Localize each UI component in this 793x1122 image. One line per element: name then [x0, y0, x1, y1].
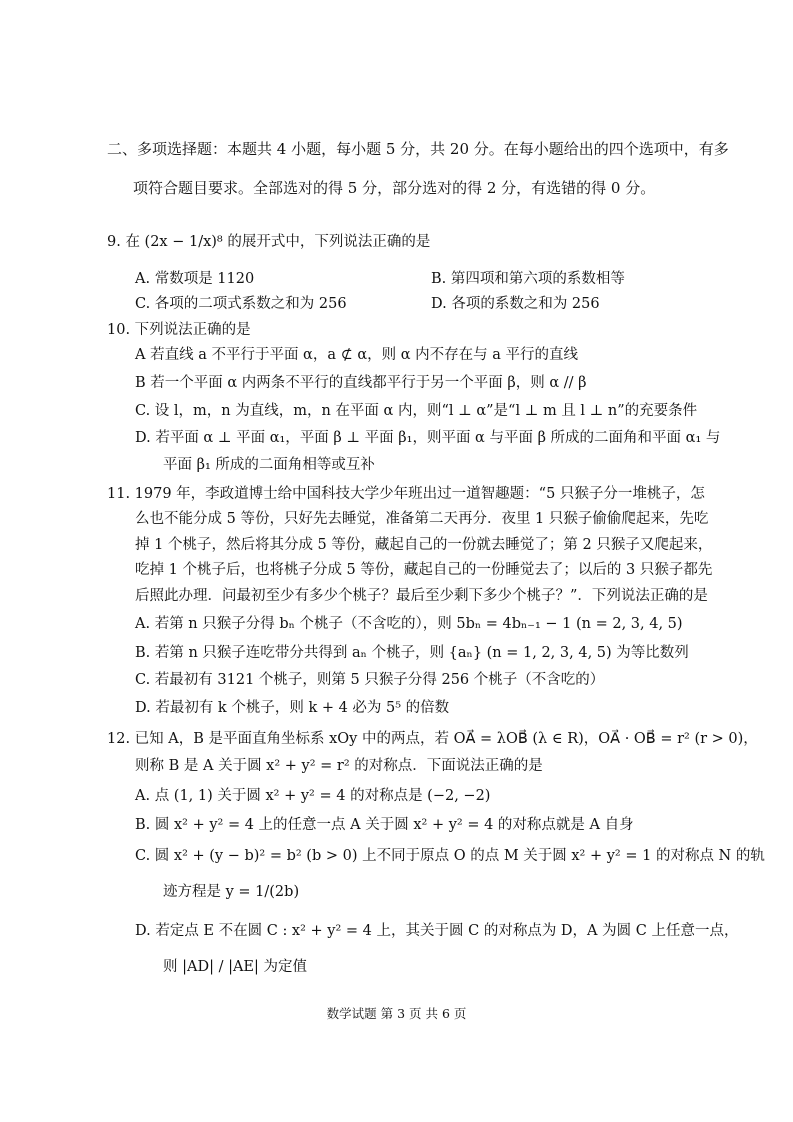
question-11-stem-line3: 掉 1 个桃子，然后将其分成 5 等份，藏起自己的一份就去睡觉了；第 2 只猴子又爬起来，	[135, 537, 713, 553]
question-10-option-a: A 若直线 a 不平行于平面 α，a ⊄ α，则 α 内不存在与 a 平行的直线	[135, 347, 579, 363]
section-instructions-line1: 二、多项选择题：本题共 4 小题，每小题 5 分，共 20 分。在每小题给出的四个选项中，有多	[107, 140, 729, 158]
question-12-option-a: A. 点 (1, 1) 关于圆 x² + y² = 4 的对称点是 (−2, −2)	[135, 788, 491, 804]
question-12-stem-line1: 12. 已知 A，B 是平面直角坐标系 xOy 中的两点，若 OA⃗ = λOB⃗ (λ ∈ R)，OA⃗ · OB⃗ = r² (r > 0)，	[107, 731, 758, 747]
question-11-stem-line2: 么也不能分成 5 等份，只好先去睡觉，准备第二天再分．夜里 1 只猴子偷偷爬起来，先吃	[135, 511, 709, 527]
section-instructions-line2: 项符合题目要求。全部选对的得 5 分，部分选对的得 2 分，有选错的得 0 分。	[133, 179, 656, 197]
page-footer: 数学试题 第 3 页 共 6 页	[326, 1006, 467, 1021]
question-10-stem: 10. 下列说法正确的是	[107, 322, 251, 338]
question-9-stem: 9. 在 (2x − 1/x)⁸ 的展开式中，下列说法正确的是	[107, 234, 431, 250]
question-9-option-b: B. 第四项和第六项的系数相等	[431, 271, 625, 287]
question-11-stem-line5: 后照此办理．问最初至少有多少个桃子？最后至少剩下多少个桃子？”．下列说法正确的是	[135, 588, 708, 604]
question-9-option-c: C. 各项的二项式系数之和为 256	[135, 296, 347, 312]
question-9-option-a: A. 常数项是 1120	[135, 271, 255, 287]
question-12-option-b: B. 圆 x² + y² = 4 上的任意一点 A 关于圆 x² + y² = 4 的对称点就是 A 自身	[135, 817, 634, 833]
question-10-option-c: C. 设 l，m，n 为直线，m，n 在平面 α 内，则“l ⊥ α”是“l ⊥ m 且 l ⊥ n”的充要条件	[135, 403, 698, 419]
question-10-option-d-line2: 平面 β₁ 所成的二面角相等或互补	[163, 457, 375, 473]
question-11-option-d: D. 若最初有 k 个桃子，则 k + 4 必为 5⁵ 的倍数	[135, 700, 450, 716]
question-11-option-a: A. 若第 n 只猴子分得 bₙ 个桃子（不含吃的），则 5bₙ = 4bₙ₋₁ − 1 (n = 2, 3, 4, 5)	[135, 616, 683, 632]
question-10-option-b: B 若一个平面 α 内两条不平行的直线都平行于另一个平面 β，则 α // β	[135, 375, 587, 391]
question-11-option-b: B. 若第 n 只猴子连吃带分共得到 aₙ 个桃子，则 {aₙ} (n = 1, 2, 3, 4, 5) 为等比数列	[135, 645, 689, 661]
question-10-option-d-line1: D. 若平面 α ⊥ 平面 α₁，平面 β ⊥ 平面 β₁，则平面 α 与平面 β 所成的二面角和平面 α₁ 与	[135, 430, 721, 446]
question-9-option-d: D. 各项的系数之和为 256	[431, 296, 600, 312]
question-12-option-d-line1: D. 若定点 E 不在圆 C : x² + y² = 4 上，其关于圆 C 的对称点为 D，A 为圆 C 上任意一点，	[135, 923, 739, 939]
question-12-option-c-line1: C. 圆 x² + (y − b)² = b² (b > 0) 上不同于原点 O 的点 M 关于圆 x² + y² = 1 的对称点 N 的轨	[135, 848, 765, 864]
question-11-stem-line4: 吃掉 1 个桃子后，也将桃子分成 5 等份，藏起自己的一份睡觉去了；以后的 3 只猴子都先	[135, 562, 713, 578]
question-11-stem-line1: 11. 1979 年，李政道博士给中国科技大学少年班出过一道智趣题：“5 只猴子分一堆桃子，怎	[107, 486, 705, 502]
question-11-option-c: C. 若最初有 3121 个桃子，则第 5 只猴子分得 256 个桃子（不含吃的）	[135, 672, 605, 688]
question-12-option-d-line2: 则 |AD| / |AE| 为定值	[163, 959, 308, 975]
question-12-option-c-line2: 迹方程是 y = 1/(2b)	[163, 884, 300, 900]
question-12-stem-line2: 则称 B 是 A 关于圆 x² + y² = r² 的对称点．下面说法正确的是	[135, 758, 543, 774]
